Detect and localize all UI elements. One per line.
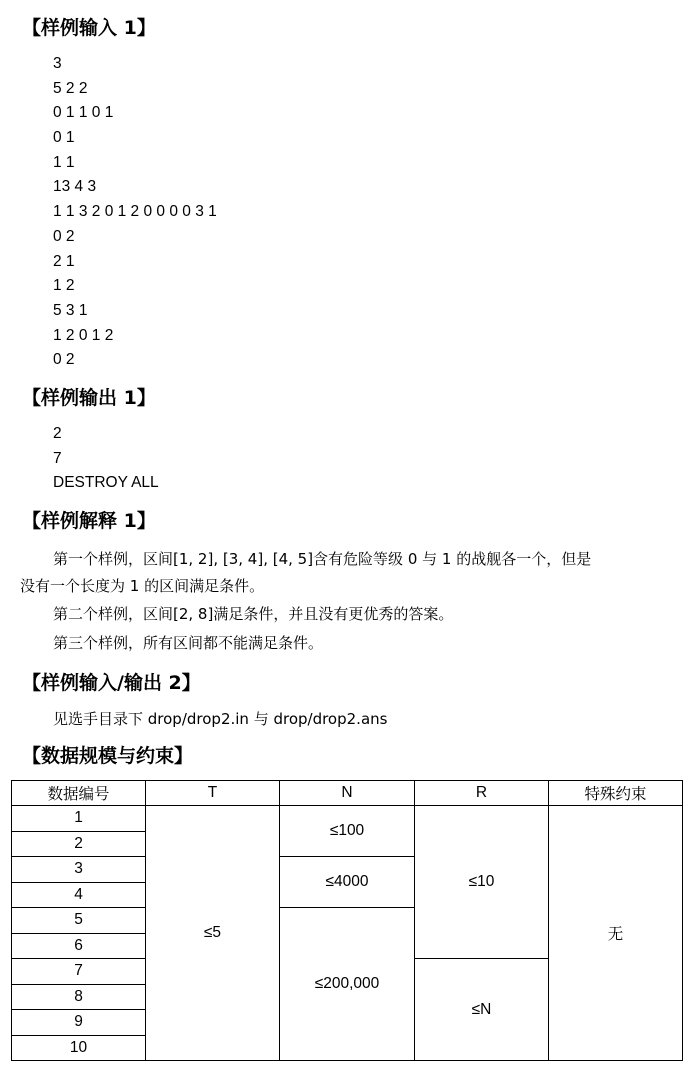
case-id-cell: 9 — [12, 1010, 146, 1036]
sample-input-line: 0 2 — [53, 227, 75, 245]
explanation-paragraph-2: 第二个样例，区间[2, 8]满足条件，并且没有更优秀的答案。 — [53, 605, 454, 623]
case-id-cell: 10 — [12, 1035, 146, 1061]
sample-input-1-heading: 【样例输入 1】 — [22, 17, 156, 39]
sample-explanation-1-heading: 【样例解释 1】 — [22, 510, 156, 532]
column-header-case-id: 数据编号 — [12, 781, 146, 806]
constraints-heading: 【数据规模与约束】 — [22, 745, 194, 767]
sample-input-line: 0 1 1 0 1 — [53, 104, 114, 122]
case-id-cell: 8 — [12, 984, 146, 1010]
sample-io-2-text: 见选手目录下 drop/drop2.in 与 drop/drop2.ans — [53, 710, 388, 728]
sample-input-line: 1 1 3 2 0 1 2 0 0 0 0 3 1 — [53, 203, 217, 221]
sample-input-line: 13 4 3 — [53, 178, 97, 196]
n-constraint-cell: ≤4000 — [280, 857, 415, 908]
sample-input-line: 3 — [53, 55, 62, 72]
column-header-t: T — [146, 781, 280, 806]
sample-output-1-heading: 【样例输出 1】 — [22, 387, 156, 409]
sample-input-line: 1 2 0 1 2 — [53, 326, 114, 344]
column-header-n: N — [280, 781, 415, 806]
column-header-special: 特殊约束 — [549, 781, 683, 806]
column-header-r: R — [415, 781, 549, 806]
explanation-paragraph-1-line-1: 第一个样例，区间[1, 2], [3, 4], [4, 5]含有危险等级 0 与 1 的战舰各一个，但是 — [53, 550, 592, 568]
case-id-cell: 2 — [12, 831, 146, 857]
case-id-cell: 3 — [12, 857, 146, 883]
r-constraint-cell: ≤10 — [415, 806, 549, 959]
case-id-cell: 7 — [12, 959, 146, 985]
sample-input-line: 0 2 — [53, 351, 75, 369]
case-id-cell: 5 — [12, 908, 146, 934]
special-constraint-cell: 无 — [549, 806, 683, 1061]
constraints-table — [11, 780, 683, 1061]
table-header-row — [12, 781, 683, 806]
table-row — [12, 806, 683, 832]
sample-input-line: 2 1 — [53, 252, 75, 270]
n-constraint-cell: ≤100 — [280, 806, 415, 857]
sample-output-line: DESTROY ALL — [53, 474, 159, 492]
sample-input-1-block — [53, 52, 217, 373]
sample-input-line: 0 1 — [53, 129, 75, 147]
sample-input-line: 5 3 1 — [53, 301, 88, 319]
sample-input-line: 5 2 2 — [53, 79, 88, 97]
sample-output-1-block — [53, 422, 159, 496]
explanation-paragraph-3: 第三个样例，所有区间都不能满足条件。 — [53, 634, 324, 652]
sample-input-line: 1 2 — [53, 277, 75, 295]
r-constraint-cell: ≤N — [415, 959, 549, 1061]
explanation-paragraph-1-line-2: 没有一个长度为 1 的区间满足条件。 — [20, 577, 265, 595]
sample-io-2-heading: 【样例输入/输出 2】 — [22, 672, 201, 694]
case-id-cell: 1 — [12, 806, 146, 832]
case-id-cell: 4 — [12, 882, 146, 908]
case-id-cell: 6 — [12, 933, 146, 959]
n-constraint-cell: ≤200,000 — [280, 908, 415, 1061]
sample-output-line: 2 — [53, 425, 62, 442]
sample-output-line: 7 — [53, 449, 62, 467]
sample-input-line: 1 1 — [53, 153, 75, 171]
t-constraint-cell: ≤5 — [146, 806, 280, 1061]
